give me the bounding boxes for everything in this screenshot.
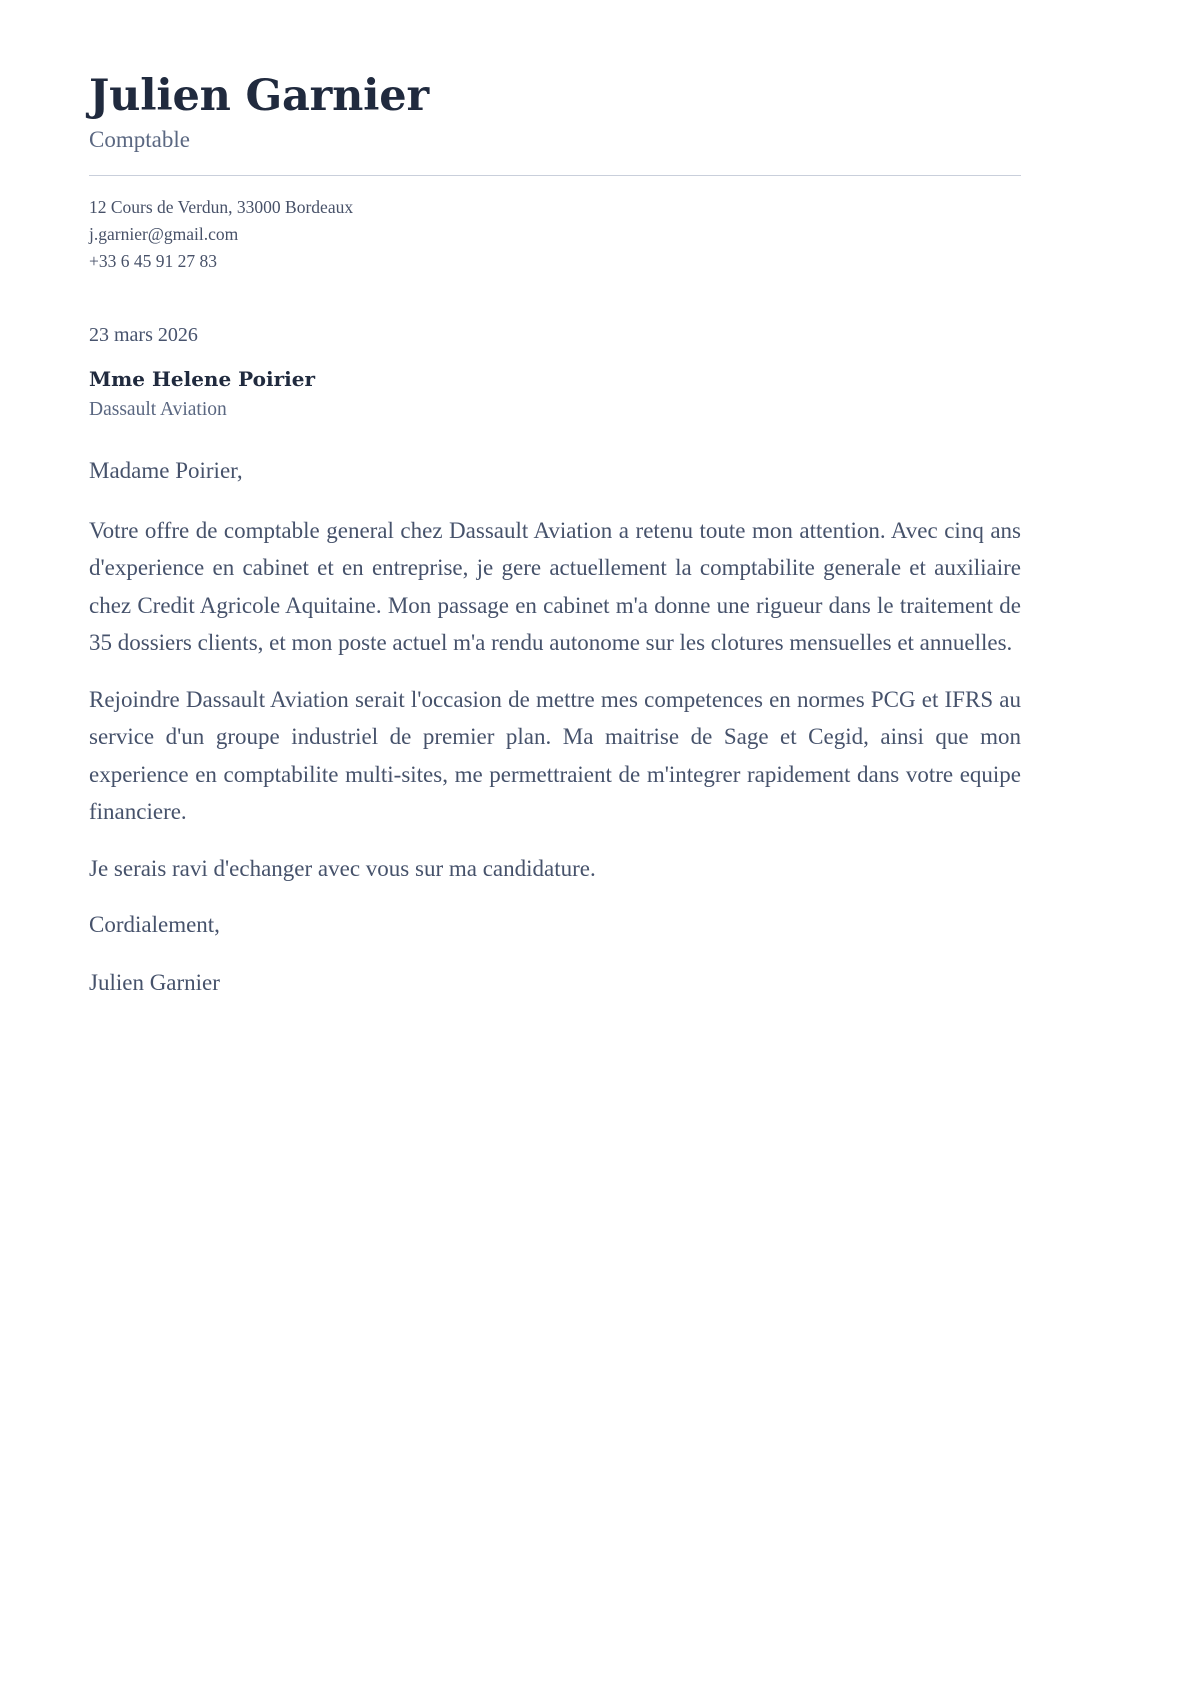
contact-phone: +33 6 45 91 27 83	[89, 251, 217, 272]
recipient-company: Dassault Aviation	[89, 399, 227, 421]
contact-block	[89, 194, 1021, 275]
body-paragraph-2: Rejoindre Dassault Aviation serait l'occasion de mettre mes competences en normes PCG et IFRS au service d'un groupe industriel de premier plan. Ma maitrise de Sage et Cegid, ainsi que mon experience en comptabilite multi-sites, me permettraient de m'integrer rapidement dans votre equipe financiere.	[89, 687, 1021, 824]
body-paragraph-1: Votre offre de comptable general chez Dassault Aviation a retenu toute mon attention. Avec cinq ans d'experience en cabinet et en entreprise, je gere actuellement la comptabilite generale et auxiliaire chez Credit Agricole Aquitaine. Mon passage en cabinet m'a donne une rigueur dans le traitement de 35 dossiers clients, et mon poste actuel m'a rendu autonome sur les clotures mensuelles et annuelles.	[89, 518, 1021, 655]
header-divider	[89, 175, 1021, 176]
applicant-job-title: Comptable	[89, 127, 190, 153]
page-title: Julien Garnier	[89, 71, 429, 121]
body-paragraph-3: Je serais ravi d'echanger avec vous sur ma candidature.	[89, 856, 596, 882]
contact-email: j.garnier@gmail.com	[89, 224, 239, 245]
letter-body	[89, 453, 1021, 1001]
recipient-name: Mme Helene Poirier	[89, 367, 315, 392]
closing-salutation: Cordialement,	[89, 912, 220, 938]
cover-letter	[89, 72, 1021, 1001]
salutation: Madame Poirier,	[89, 457, 243, 483]
contact-address: 12 Cours de Verdun, 33000 Bordeaux	[89, 196, 354, 217]
letter-date: 23 mars 2026	[89, 324, 198, 347]
recipient-block	[89, 321, 1021, 424]
letter-header	[89, 72, 1021, 176]
signature-name: Julien Garnier	[89, 970, 220, 996]
